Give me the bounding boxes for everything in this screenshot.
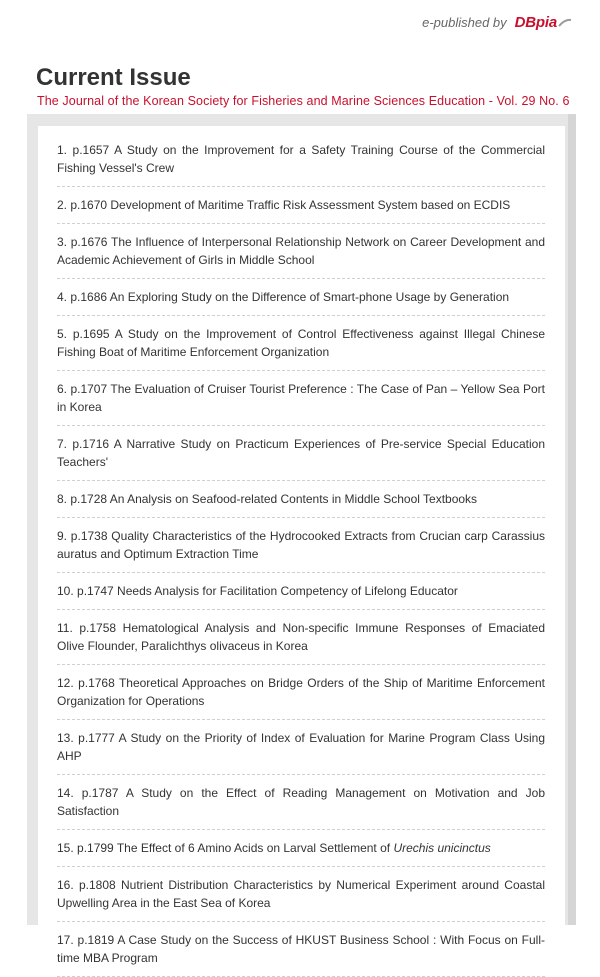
article-item[interactable] bbox=[57, 582, 545, 610]
article-title: 5. p.1695 A Study on the Improvement of Control Effectiveness against Illegal Chinese Fishing Boat of Maritime Enforcement Organization bbox=[57, 327, 545, 359]
article-title-italic: Urechis unicinctus bbox=[393, 841, 491, 855]
article-item[interactable] bbox=[57, 325, 545, 371]
article-item[interactable] bbox=[57, 729, 545, 775]
article-item[interactable] bbox=[57, 288, 545, 316]
article-item[interactable] bbox=[57, 233, 545, 279]
dbpia-logo[interactable] bbox=[515, 14, 572, 31]
article-title: 6. p.1707 The Evaluation of Cruiser Tourist Preference : The Case of Pan – Yellow Sea Port in Korea bbox=[57, 382, 545, 414]
logo-swoosh-icon bbox=[558, 18, 572, 28]
article-title: 9. p.1738 Quality Characteristics of the Hydrocooked Extracts from Crucian carp Carassius auratus and Optimum Extraction Time bbox=[57, 529, 545, 561]
article-item[interactable] bbox=[57, 619, 545, 665]
article-item[interactable] bbox=[57, 196, 545, 224]
publisher-credit bbox=[422, 14, 572, 31]
article-item[interactable] bbox=[57, 931, 545, 977]
article-title: 14. p.1787 A Study on the Effect of Reading Management on Motivation and Job Satisfaction bbox=[57, 786, 545, 818]
page-title: Current Issue bbox=[36, 64, 191, 91]
article-item[interactable] bbox=[57, 784, 545, 830]
article-item[interactable] bbox=[57, 876, 545, 922]
article-title: 15. p.1799 The Effect of 6 Amino Acids on Larval Settlement of bbox=[57, 841, 394, 855]
article-title: 4. p.1686 An Exploring Study on the Difference of Smart-phone Usage by Generation bbox=[57, 290, 510, 304]
publisher-text: e-published by bbox=[422, 15, 507, 30]
article-list bbox=[38, 126, 565, 977]
article-title: 10. p.1747 Needs Analysis for Facilitation Competency of Lifelong Educator bbox=[57, 584, 458, 598]
article-title: 2. p.1670 Development of Maritime Traffic Risk Assessment System based on ECDIS bbox=[57, 198, 511, 212]
article-item[interactable] bbox=[57, 435, 545, 481]
article-item[interactable] bbox=[57, 141, 545, 187]
article-title: 7. p.1716 A Narrative Study on Practicum Experiences of Pre-service Special Education Teachers' bbox=[57, 437, 545, 469]
frame-shadow bbox=[568, 114, 576, 925]
article-title: 16. p.1808 Nutrient Distribution Characteristics by Numerical Experiment around Coastal Upwelling Area in the East Sea of Korea bbox=[57, 878, 545, 910]
article-title: 8. p.1728 An Analysis on Seafood-related Contents in Middle School Textbooks bbox=[57, 492, 478, 506]
article-item[interactable] bbox=[57, 674, 545, 720]
journal-subtitle: The Journal of the Korean Society for Fisheries and Marine Sciences Education - Vol. 29 No. 6 bbox=[37, 94, 570, 108]
article-panel bbox=[38, 126, 565, 965]
logo-text: DBpia bbox=[514, 14, 557, 31]
article-item[interactable] bbox=[57, 527, 545, 573]
article-item[interactable] bbox=[57, 839, 545, 867]
article-item[interactable] bbox=[57, 380, 545, 426]
article-title: 17. p.1819 A Case Study on the Success of HKUST Business School : With Focus on Full-time MBA Program bbox=[57, 933, 545, 965]
article-title: 12. p.1768 Theoretical Approaches on Bridge Orders of the Ship of Maritime Enforcement Organization for Operations bbox=[57, 676, 545, 708]
article-title: 13. p.1777 A Study on the Priority of Index of Evaluation for Marine Program Class Using AHP bbox=[57, 731, 545, 763]
article-title: 11. p.1758 Hematological Analysis and Non-specific Immune Responses of Emaciated Olive Flounder, Paralichthys olivaceus in Korea bbox=[57, 621, 545, 653]
article-title: 3. p.1676 The Influence of Interpersonal Relationship Network on Career Development and Academic Achievement of Girls in Middle School bbox=[57, 235, 545, 267]
article-item[interactable] bbox=[57, 490, 545, 518]
article-title: 1. p.1657 A Study on the Improvement for a Safety Training Course of the Commercial Fishing Vessel's Crew bbox=[57, 143, 545, 175]
